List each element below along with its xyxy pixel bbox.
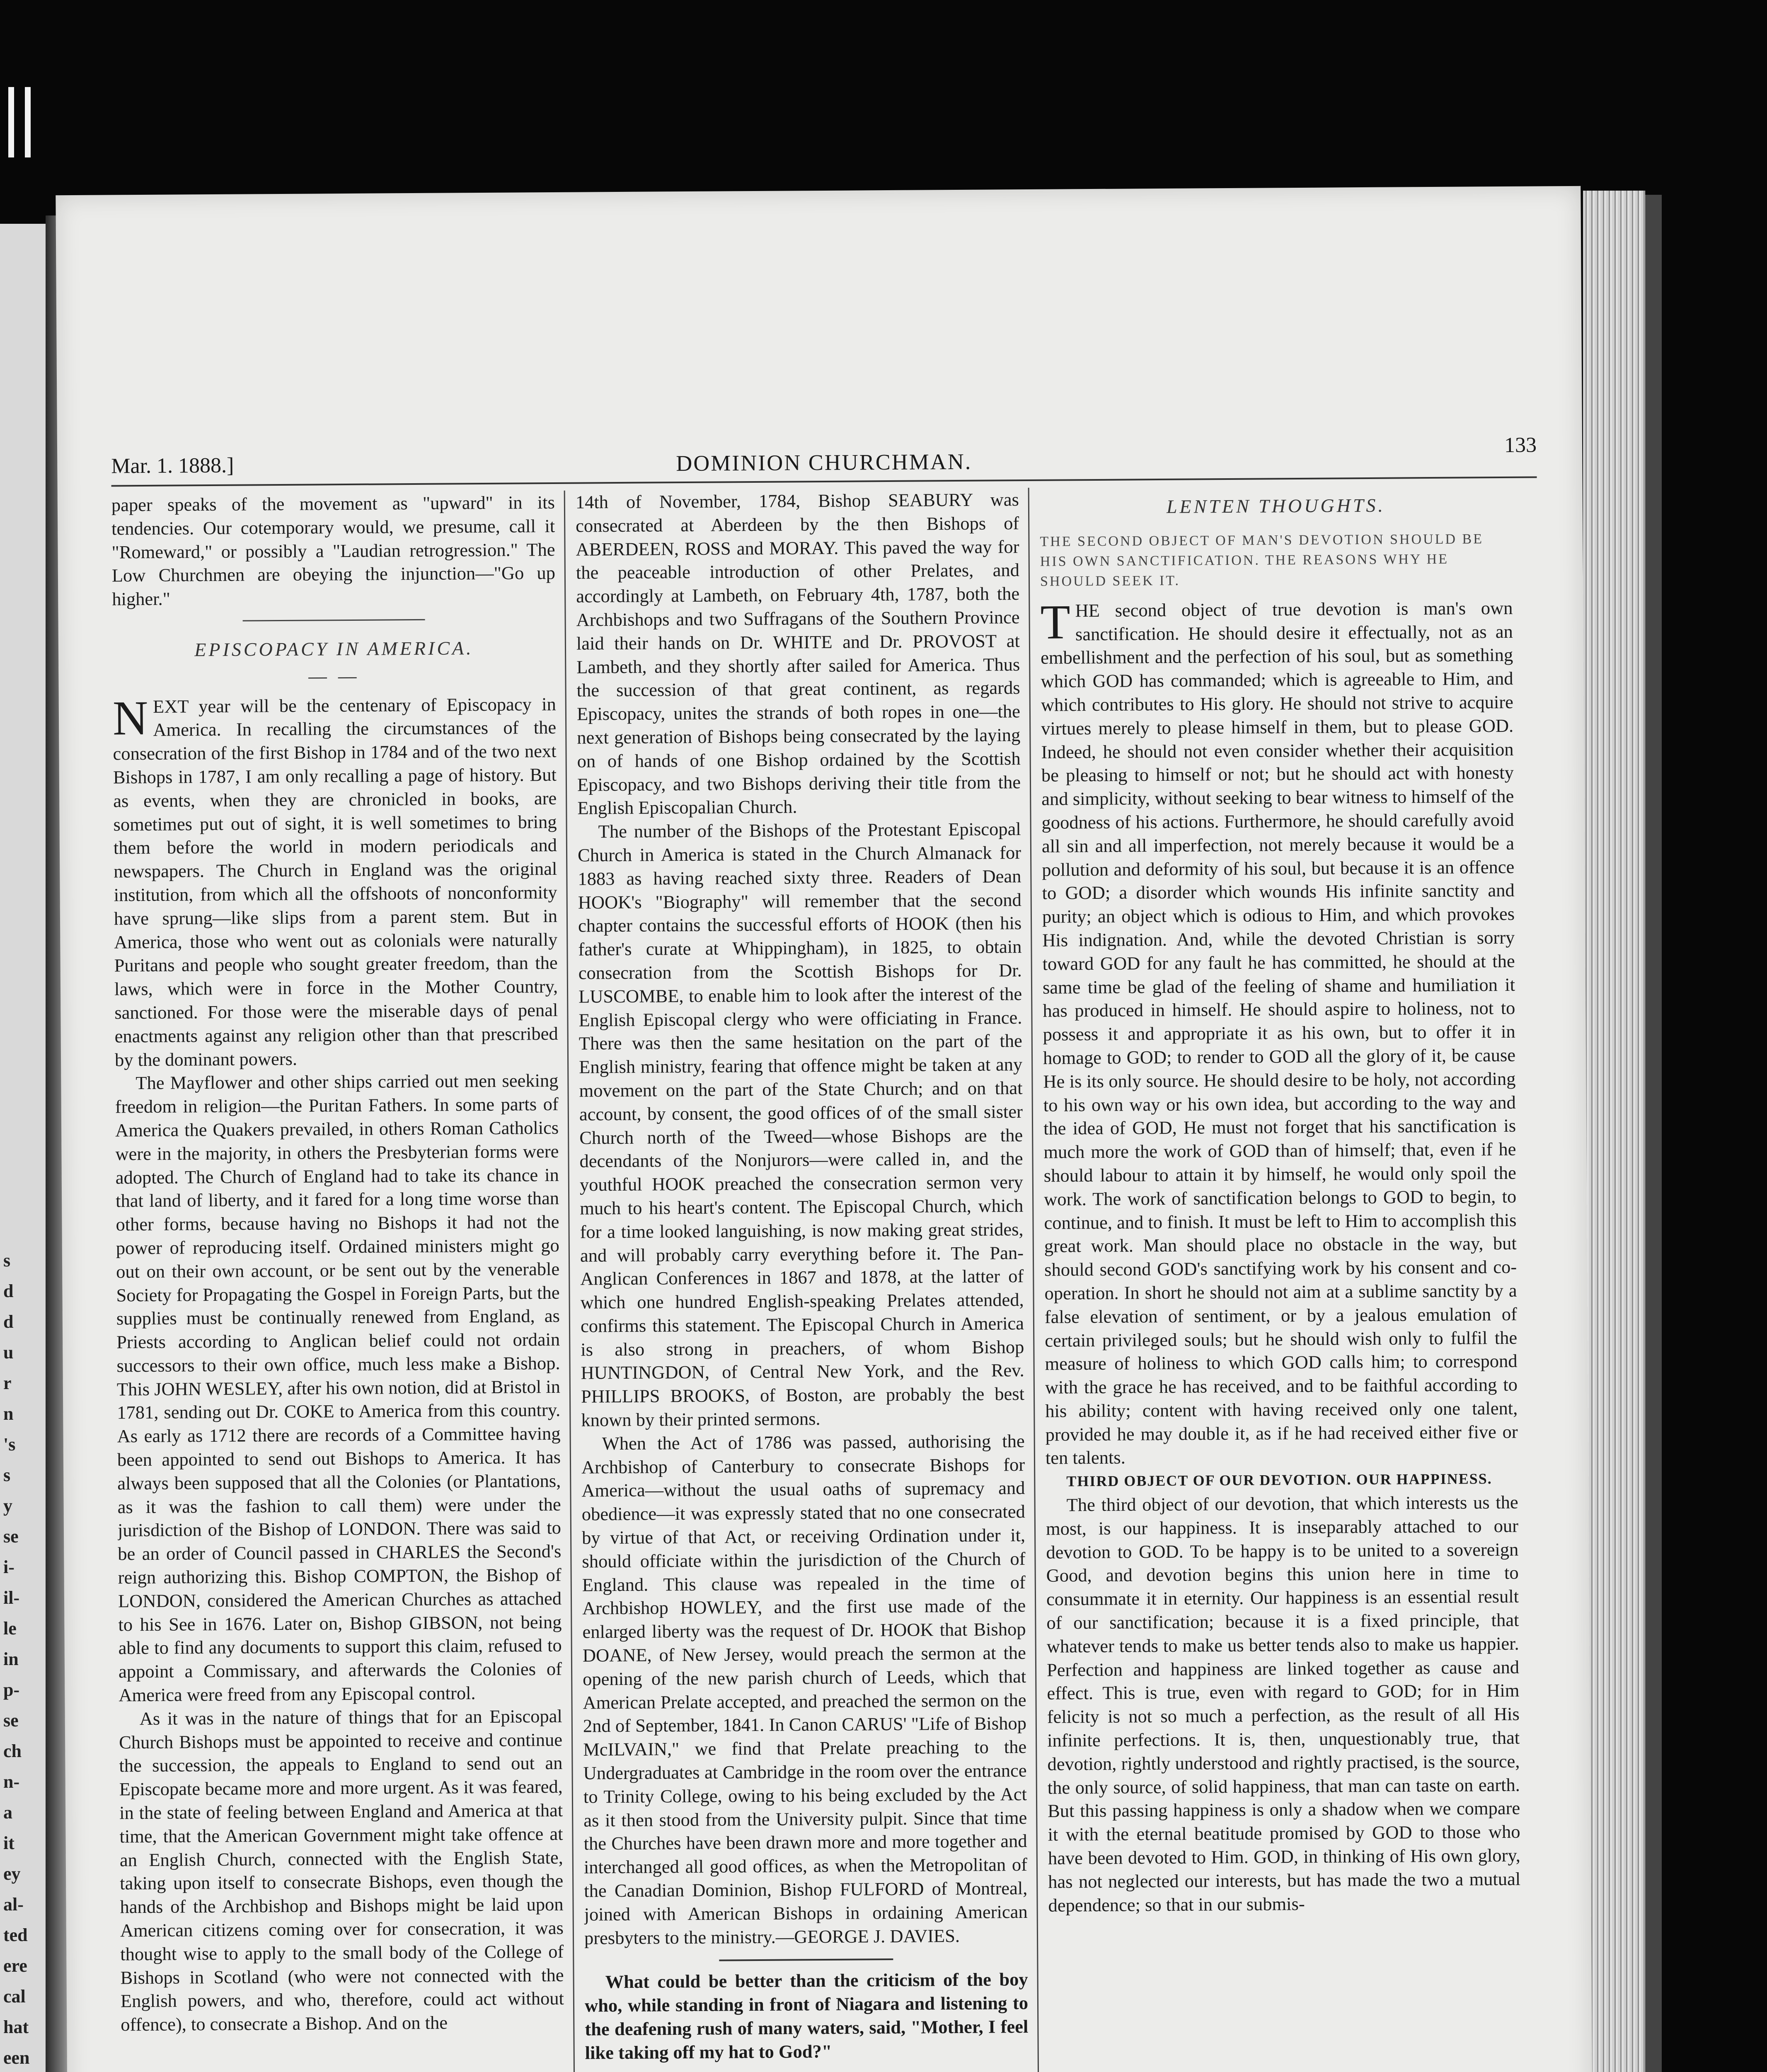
article-paragraph: The number of the Bishops of the Protestant Episcopal Church in America is stated in the Church Almanack for 1883 as having reached sixty three. Readers of Dean HOOK's "Biography" will remember that the second chapter contains the successful efforts of HOOK (then his father's curate at Whippingham), in 1825, to obtain consecration from the Scottish Bishops for Dr. LUSCOMBE, to enable him to look after the interest of the English Episcopal clergy who were officiating in France. There was then the same hesitation on the part of the English ministry, fearing that offence might be taken at any movement on the part of the State Church; and on that account, by consent, the good offices of of the small sister Church north of the Tweed—whose Bishops are the decendants of the Nonjurors—were called in, and the youthful HOOK preached the consecration sermon very much to his heart's content. The Episcopal Church, which for a time looked languishing, is now making great strides, and will probably carry everything before it. The Pan-Anglican Conferences in 1867 and 1878, at the latter of which one hundred English-speaking Prelates attended, confirms this statement. The Episcopal Church in America is also strong in preachers, of whom Bishop HUNTINGDON, of Central New York, and the Rev. PHILLIPS BROOKS, of Boston, are probably the best known by their printed sermons. <box>577 818 1025 1431</box>
paragraph-text: EXT year will be the centenary of Episcopacy in America. In recalling the circumstances of the consecration of the first Bishop in 1784 and of the two next Bishops in 1787, I am only recalling a page of history. But as events, when they are chronicled in books, are sometimes put out of sight, it is well sometimes to bring them before the world in modern periodicals and newspapers. The Church in England was the original institution, from which all the offshoots of nonconformity have sprung—like slips from a parent stem. But in America, those who went out as colonials were naturally Puritans and people who sought greater freedom, than the laws, which were in force in the Mother Country, sanctioned. For those were the miserable days of penal enactments against any religion other than that prescribed by the dominant powers. <box>113 693 558 1070</box>
page-number: 133 <box>1504 433 1537 457</box>
margin-text-fragment: i- <box>3 1557 15 1577</box>
margin-text-fragment: u <box>3 1342 14 1363</box>
heading-dash: — — <box>308 665 360 687</box>
adjacent-page-fragment <box>0 224 46 2072</box>
margin-text-fragment: s <box>3 1250 11 1271</box>
margin-text-fragment: se <box>3 1526 19 1547</box>
margin-text-fragment: d <box>3 1312 14 1332</box>
article-paragraph: When the Act of 1786 was passed, authorising the Archbishop of Canterbury to consecrate Bishops for America—without the usual oaths of supremacy and obedience—it was expressly stated that no one consecrated by virtue of that Act, or receiving Ordination under it, should officiate within the jurisdiction of the Church of England. This clause was repealed in the time of Archbishop HOWLEY, and the first use made of the enlarged liberty was the request of Dr. HOOK that Bishop DOANE, of New Jersey, would preach the sermon at the opening of the new parish church of Leeds, which that American Prelate accepted, and preached the sermon on the 2nd of September, 1841. In Canon CARUS' "Life of Bishop McILVAIN," we find that Prelate preaching to the Undergraduates at Cambridge in the room over the entrance to Trinity College, owing to his being excluded by the Act as it then stood from the University pulpit. Since that time the Churches have been drawn more and more together and interchanged all good offices, as when the Metropolitan of the Canadian Dominion, Bishop FULFORD of Montreal, joined with American Bishops in ordaining American presbyters to the ministry.—GEORGE J. DAVIES. <box>581 1430 1028 1949</box>
margin-text-fragment: een <box>3 2048 30 2068</box>
newspaper-page <box>56 186 1593 2072</box>
publication-title: DOMINION CHURCHMAN. <box>676 449 972 476</box>
drop-cap: T <box>1040 595 1071 649</box>
margin-text-fragment: cal <box>3 1986 26 2007</box>
column-1 <box>111 491 566 2072</box>
margin-text-fragment: ted <box>3 1925 28 1945</box>
margin-text-fragment: in <box>3 1649 19 1669</box>
margin-text-fragment: a <box>3 1802 12 1823</box>
article-paragraph: As it was in the nature of things that for an Episcopal Church Bishops must be appointed to receive and continue the succession, the appeals to England to send out an Episcopate became more and more urgent. As it was feared, in the state of feeling between England and America at that time, that the American Government might take offence at an English Church, connected with the English State, taking upon itself to consecrate Bishops, even though the hands of the Archbishop and Bishops might be laid upon American citizens coming over for consecration, it was thought wise to apply to the small body of the College of Bishops in Scotland (who were not connected with the English powers, and who, therefore, could act without offence), to consecrate a Bishop. And on the <box>119 1705 564 2035</box>
column-rule <box>1028 488 1040 2072</box>
margin-text-fragment: le <box>3 1618 17 1639</box>
column-2 <box>576 488 1030 2072</box>
article-heading-lenten: LENTEN THOUGHTS. <box>1166 494 1386 517</box>
margin-text-fragment: hat <box>3 2017 29 2037</box>
book-cover-edge <box>1645 195 1662 2072</box>
drop-cap: N <box>112 690 148 746</box>
article-paragraph: The third object of our devotion, that which interests us the most, is our happiness. It is inseparably attached to our devotion to GOD. To be happy is to be united to a sovereign Good, and devotion begins this union here in time to consummate it in eternity. Our happiness is an essential result of our sanctification; because it is a fixed principle, that whatever tends to make us better tends also to make us happier. Perfection and happiness are linked together as cause and effect. This is true, even with regard to GOD; for in Him felicity is not so much a perfection, as the result of all His infinite perfections. It is, then, unquestionably true, that devotion, rightly understood and rightly practised, is the source, the only source, of solid happiness, that man can taste on earth. But this passing happiness is only a shadow when we compare it with the eternal beatitude promised by GOD to those who have been devoted to Him. GOD, in thinking of His own glory, has not neglected our interests, but has made the two a mutual dependence; so that in our submis- <box>1046 1491 1521 1916</box>
margin-text-fragment: al- <box>3 1894 24 1915</box>
film-edge-mark-2 <box>25 87 31 157</box>
margin-text-fragment: s <box>3 1465 11 1485</box>
column-3 <box>1040 485 1523 2072</box>
margin-text-fragment: d <box>3 1281 14 1301</box>
margin-text-fragment: ere <box>3 1956 27 1976</box>
margin-text-fragment: y <box>3 1496 12 1516</box>
issue-date: Mar. 1. 1888.] <box>111 453 234 478</box>
article-subheading: THE SECOND OBJECT OF MAN'S DEVOTION SHOULD BE HIS OWN SANCTIFICATION. THE REASONS WHY HE SHOULD SEEK IT. <box>1040 531 1484 589</box>
margin-text-fragment: r <box>3 1373 12 1393</box>
article-heading-episcopacy: EPISCOPACY IN AMERICA. <box>194 637 474 661</box>
section-divider <box>719 1958 893 1961</box>
margin-text-fragment: p- <box>3 1680 20 1700</box>
article-paragraph: The Mayflower and other ships carried out men seeking freedom in religion—the Puritan Fathers. In some parts of America the Quakers prevailed, in others Roman Catholics were in the majority, in others the Presbyterian forms were adopted. The Church of England had to take its chance in that land of liberty, and it fared for a long time worse than other forms, because having no Bishops it had not the power of reproducing itself. Ordained ministers might go out on their own account, or be sent out by the venerable Society for Propagating the Gospel in Foreign Parts, but the supplies must be continually renewed from England, as Priests according to Anglican belief could not ordain successors to their own office, much less make a Bishop. This JOHN WESLEY, after his own notion, did at Bristol in 1781, sending out Dr. COKE to America from this country. As early as 1712 there are records of a Committee having been appointed to send out Bishops to America. It has always been supposed that all the Colonies (or Plantations, as it was the fashion to call them) were under the jurisdiction of the Bishop of LONDON. There was said to be an order of Council passed in CHARLES the Second's reign authorizing this. Bishop COMPTON, the Bishop of LONDON, considered the American Churches as attached to his See in 1676. Later on, Bishop GIBSON, not being able to find any documents to support this claim, refused to appoint a Commissary, and afterwards the Colonies of America were freed from any Episcopal control. <box>115 1070 562 1706</box>
continued-paragraph: paper speaks of the movement as "upward" in its tendencies. Our cotemporary would, we presume, call it "Romeward," or possibly a "Laudian retrogression." The Low Churchmen are obeying the injunction—"Go up higher." <box>111 491 556 610</box>
margin-text-fragment: se <box>3 1710 19 1731</box>
section-divider <box>243 619 425 622</box>
margin-text-fragment: it <box>3 1833 15 1853</box>
article-paragraph <box>1040 596 1518 1470</box>
anecdote-paragraph: What could be better than the criticism of the boy who, while standing in front of Niagara and listening to the deafening rush of many waters, said, "Mother, I feel like taking off my hat to God?" <box>584 1969 1029 2063</box>
article-paragraph <box>113 692 559 1072</box>
margin-text-fragment: ch <box>3 1741 22 1761</box>
paragraph-text: HE second object of true devotion is man's own sanctification. He should desire it effectually, not as an embellishment and the perfection of his soul, but as something which GOD has commanded; which is agreeable to Him, and which contributes to His glory. He should not strive to acquire virtues merely to please himself in them, but to please GOD. Indeed, he should not even consider whether their acquisition be pleasing to himself or not; but he should act with honesty and simplicity, without seeking to bear witness to himself of the goodness of his actions. Furthermore, he should carefully avoid all sin and all imperfection, not merely because it would be a pollution and deformity of his soul, but because it is an offence to GOD; a disorder which wounds His infinite sanctity and purity; an object which is odious to Him, and which provokes His indignation. And, while the devoted Christian is sorry toward GOD for any fault he has committed, he should at the same time be glad of the feeling of shame and humiliation it has produced in himself. He should aspire to holiness, not to possess it and appropriate it as his own, but to offer it in homage to GOD; to render to GOD all the glory of it, be cause He is its only source. He should desire to be holy, not according to his own way or his own idea, but according to the way and the idea of GOD, He must not forget that his sanctification is much more the work of GOD than of himself; that, even if he should labour to attain it by himself, he would only spoil the work. The work of sanctification belongs to GOD to begin, to continue, and to finish. It must be left to Him to accomplish this great work. Man should place no obstacle in the way, but should second GOD's sanctifying work by his consent and co-operation. In short he should not aim at a sublime sanctity by a false elevation of sentiment, or by a jealous emulation of certain privileged souls; but he should wish only to fulfil the measure of holiness to which GOD calls him; to correspond with the grace he has received, and to be faithful according to his ability; content with having received only one talent, provided he may double it, as if he had received either five or ten talents. <box>1041 597 1518 1469</box>
article-paragraph: 14th of November, 1784, Bishop SEABURY was consecrated at Aberdeen by the then Bishops of ABERDEEN, ROSS and MORAY. This paved the way for the peaceable introduction of other Prelates, and accordingly at Lambeth, on February 4th, 1787, both the Archbishops and two Suffragans of the Southern Province laid their hands on Dr. WHITE and Dr. PROVOST at Lambeth, and they shortly after sailed for America. Thus the succession of that great continent, as regards Episcopacy, unites the strands of both ropes in one—the next generation of Bishops being consecrated by the laying on of hands of one Bishop ordained by the Scottish Episcopacy, and two Bishops deriving their title from the English Episcopalian Church. <box>575 489 1021 818</box>
page-edge-stack <box>1583 191 1645 2072</box>
margin-text-fragment: 's <box>3 1434 16 1455</box>
film-edge-mark-1 <box>8 87 14 157</box>
column-rule <box>564 491 576 2072</box>
margin-text-fragment: n- <box>3 1772 20 1792</box>
margin-text-fragment: il- <box>3 1588 20 1608</box>
section-subheading: THIRD OBJECT OF OUR DEVOTION. OUR HAPPINESS. <box>1066 1470 1492 1490</box>
margin-text-fragment: n <box>3 1404 14 1424</box>
margin-text-fragment: ey <box>3 1864 21 1884</box>
